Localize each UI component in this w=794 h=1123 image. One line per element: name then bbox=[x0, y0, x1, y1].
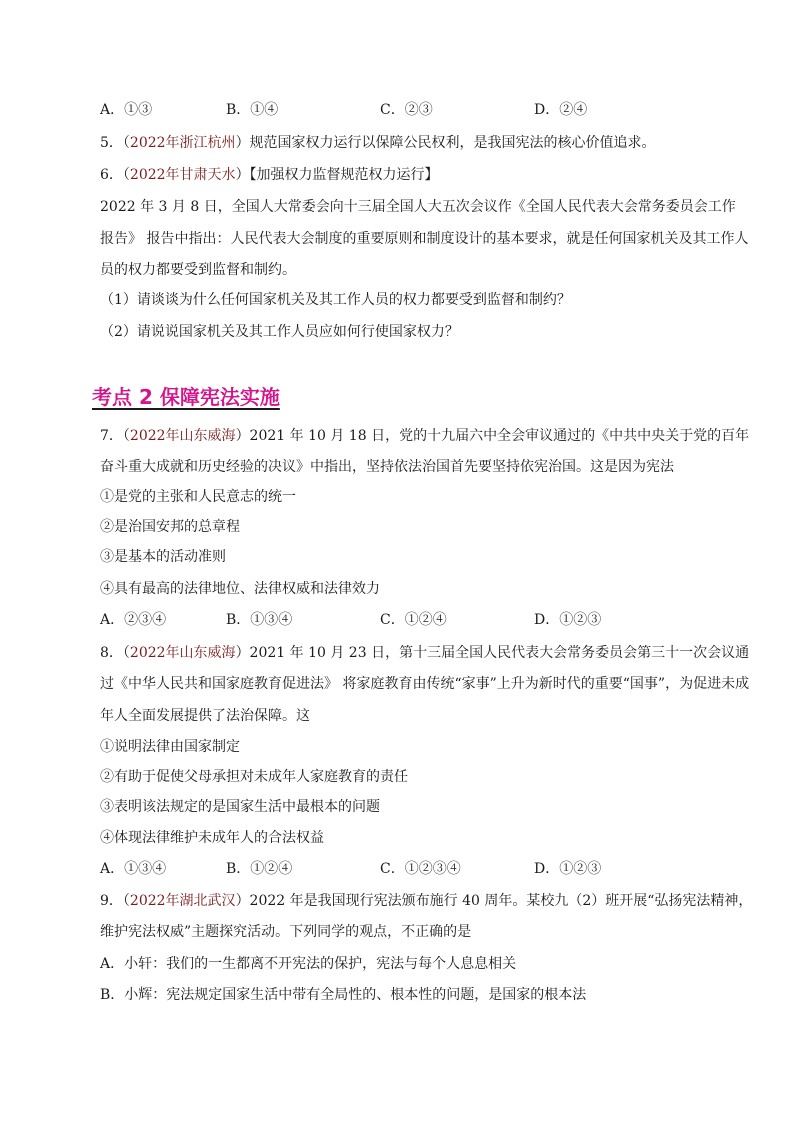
q7-body: ）2021 年 10 月 18 日，党的十九届六中全会审议通过的《中共中央关于党的百年 bbox=[235, 428, 750, 444]
q7-line-1 bbox=[100, 426, 749, 446]
q8-option-d: D．①②③ bbox=[534, 861, 602, 877]
q8-line-1 bbox=[100, 643, 749, 663]
q9-source: 2022年湖北武汉 bbox=[129, 893, 236, 909]
q7-line-2: 奋斗重大成就和历史经验的决议》中指出，坚持依法治国首先要坚持依宪治国。这是因为宪法 bbox=[100, 459, 674, 475]
q8-body: ）2021 年 10 月 23 日，第十三届全国人民代表大会常务委员会第三十一次会议通 bbox=[235, 645, 750, 661]
q7-option-b: B．①③④ bbox=[226, 612, 293, 628]
q8-line-2: 过《中华人民共和国家庭教育促进法》 将家庭教育由传统“家事”上升为新时代的重要“国事”，为促进未成 bbox=[100, 676, 750, 692]
q6-material-line: 员的权力都要受到监督和制约。 bbox=[100, 262, 296, 278]
q7-option-d: D．①②③ bbox=[534, 612, 602, 628]
q6-subquestion-1: （1）请谈谈为什么任何国家机关及其工作人员的权力都要受到监督和制约？ bbox=[100, 292, 571, 308]
q7-number: 7．（ bbox=[100, 428, 130, 444]
q8-option-b: B．①②④ bbox=[226, 861, 293, 877]
q7-item-3: ③是基本的活动准则 bbox=[100, 549, 226, 565]
q5-source: 2022年浙江杭州 bbox=[129, 135, 236, 151]
q9-number: 9．（ bbox=[100, 893, 130, 909]
q4-option-b: B．①④ bbox=[226, 102, 279, 118]
q8-source: 2022年山东威海 bbox=[129, 645, 236, 661]
q6-heading bbox=[100, 165, 439, 185]
q5-text bbox=[100, 133, 656, 153]
q7-item-4: ④具有最高的法律地位、法律权威和法律效力 bbox=[100, 581, 380, 597]
q6-source: 2022年甘肃天水 bbox=[129, 167, 236, 183]
q9-body: ）2022 年是我国现行宪法颁布施行 40 周年。某校九（2）班开展“弘扬宪法精神， bbox=[235, 893, 753, 909]
q7-option-c: C．①②④ bbox=[380, 612, 447, 628]
q9-option-a: A．小轩：我们的一生都离不开宪法的保护，宪法与每个人息息相关 bbox=[100, 956, 517, 972]
q8-item-2: ②有助于促使父母承担对未成年人家庭教育的责任 bbox=[100, 769, 408, 785]
q7-source: 2022年山东威海 bbox=[129, 428, 236, 444]
q7-options bbox=[100, 610, 600, 630]
q8-item-4: ④体现法律维护未成年人的合法权益 bbox=[100, 830, 324, 846]
q9-line-1 bbox=[100, 891, 752, 911]
section-title: 考点 2 保障宪法实施 bbox=[92, 385, 280, 409]
q8-option-a: A．①③④ bbox=[100, 861, 167, 877]
q4-option-d: D．②④ bbox=[534, 102, 588, 118]
q8-item-3: ③表明该法规定的是国家生活中最根本的问题 bbox=[100, 799, 380, 815]
q9-line-2: 维护宪法权威”主题探究活动。下列同学的观点，不正确的是 bbox=[100, 924, 472, 940]
q4-options bbox=[100, 100, 600, 120]
q6-material-line: 报告》 报告中指出：人民代表大会制度的重要原则和制度设计的基本要求，就是任何国家机关及其工作人 bbox=[100, 231, 749, 247]
q8-option-c: C．①②③④ bbox=[380, 861, 461, 877]
q7-option-a: A．②③④ bbox=[100, 612, 167, 628]
q5-body: ）规范国家权力运行以保障公民权利，是我国宪法的核心价值追求。 bbox=[235, 135, 656, 151]
q7-item-2: ②是治国安邦的总章程 bbox=[100, 519, 240, 535]
q6-number: 6．（ bbox=[100, 167, 130, 183]
q6-topic: ）【加强权力监督规范权力运行】 bbox=[235, 167, 439, 183]
q4-option-a: A．①③ bbox=[100, 102, 153, 118]
q5-number: 5．（ bbox=[100, 135, 130, 151]
q8-item-1: ①说明法律由国家制定 bbox=[100, 739, 240, 755]
q6-material-line: 2022 年 3 月 8 日，全国人大常委会向十三届全国人大五次会议作《全国人民代表大会常务委员会工作 bbox=[100, 199, 736, 215]
q4-option-c: C．②③ bbox=[380, 102, 433, 118]
q6-subquestion-2: （2）请说说国家机关及其工作人员应如何行使国家权力？ bbox=[100, 324, 459, 340]
q9-option-b: B．小辉：宪法规定国家生活中带有全局性的、根本性的问题，是国家的根本法 bbox=[100, 987, 587, 1003]
q7-item-1: ①是党的主张和人民意志的统一 bbox=[100, 489, 296, 505]
q8-number: 8．（ bbox=[100, 645, 130, 661]
q8-options bbox=[100, 859, 600, 879]
q8-line-3: 年人全面发展提供了法治保障。这 bbox=[100, 708, 310, 724]
